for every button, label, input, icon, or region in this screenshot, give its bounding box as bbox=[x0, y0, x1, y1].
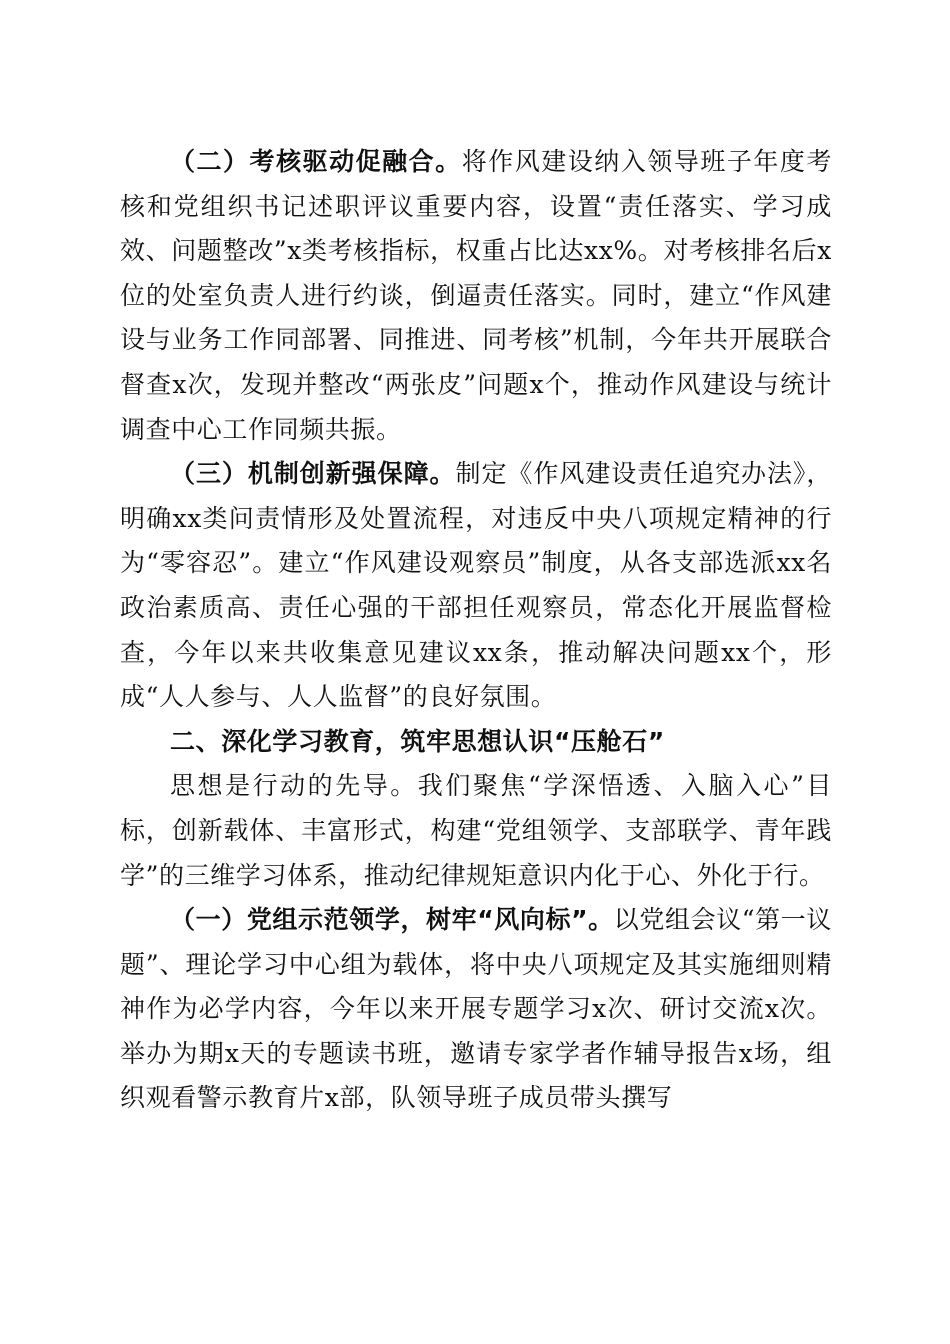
paragraph-body-assessment: 将作风建设纳入领导班子年度考核和党组织书记述职评议重要内容，设置“责任落实、学习成效、问题整改”x类考核指标，权重占比达xx%。对考核排名后x位的处室负责人进行约谈，倒逼责任落实。同时，建立“作风建设与业务工作同部署、同推进、同考核”机制，今年共开展联合督查x次，发现并整改“两张皮”问题x个，推动作风建设与统计调查中心工作同频共振。 bbox=[120, 147, 832, 444]
paragraph-heading-assessment: （二）考核驱动促融合。 bbox=[170, 147, 462, 176]
section-heading: 二、深化学习教育，筑牢思想认识“压舱石” bbox=[170, 726, 665, 756]
document-page bbox=[120, 140, 832, 1121]
paragraph-mechanism bbox=[120, 452, 832, 720]
paragraph-body-mechanism: 制定《作风建设责任追究办法》，明确xx类问责情形及处置流程，对违反中央八项规定精神的行为“零容忍”。建立“作风建设观察员”制度，从各支部选派xx名政治素质高、责任心强的干部担任观察员，常态化开展监督检查，今年以来共收集意见建议xx条，推动解决问题xx个，形成“人人参与、人人监督”的良好氛围。 bbox=[120, 459, 832, 712]
paragraph-heading-mechanism: （三）机制创新强保障。 bbox=[170, 459, 456, 489]
paragraph-body-party-leadership: 以党组会议“第一议题”、理论学习中心组为载体，将中央八项规定及其实施细则精神作为必学内容，今年以来开展专题学习x次、研讨交流x次。举办为期x天的专题读书班，邀请专家学者作辅导报告x场，组织观看警示教育片x部，队领导班子成员带头撰写 bbox=[120, 905, 832, 1113]
paragraph-heading-party-leadership: （一）党组示范领学，树牢“风向标”。 bbox=[170, 905, 614, 935]
section-intro: 思想是行动的先导。我们聚焦“学深悟透、入脑入心”目标，创新载体、丰富形式，构建“党组领学、支部联学、青年践学”的三维学习体系，推动纪律规矩意识内化于心、外化于行。 bbox=[120, 771, 832, 890]
paragraph-assessment bbox=[120, 140, 832, 452]
paragraph-party-leadership bbox=[120, 898, 832, 1121]
